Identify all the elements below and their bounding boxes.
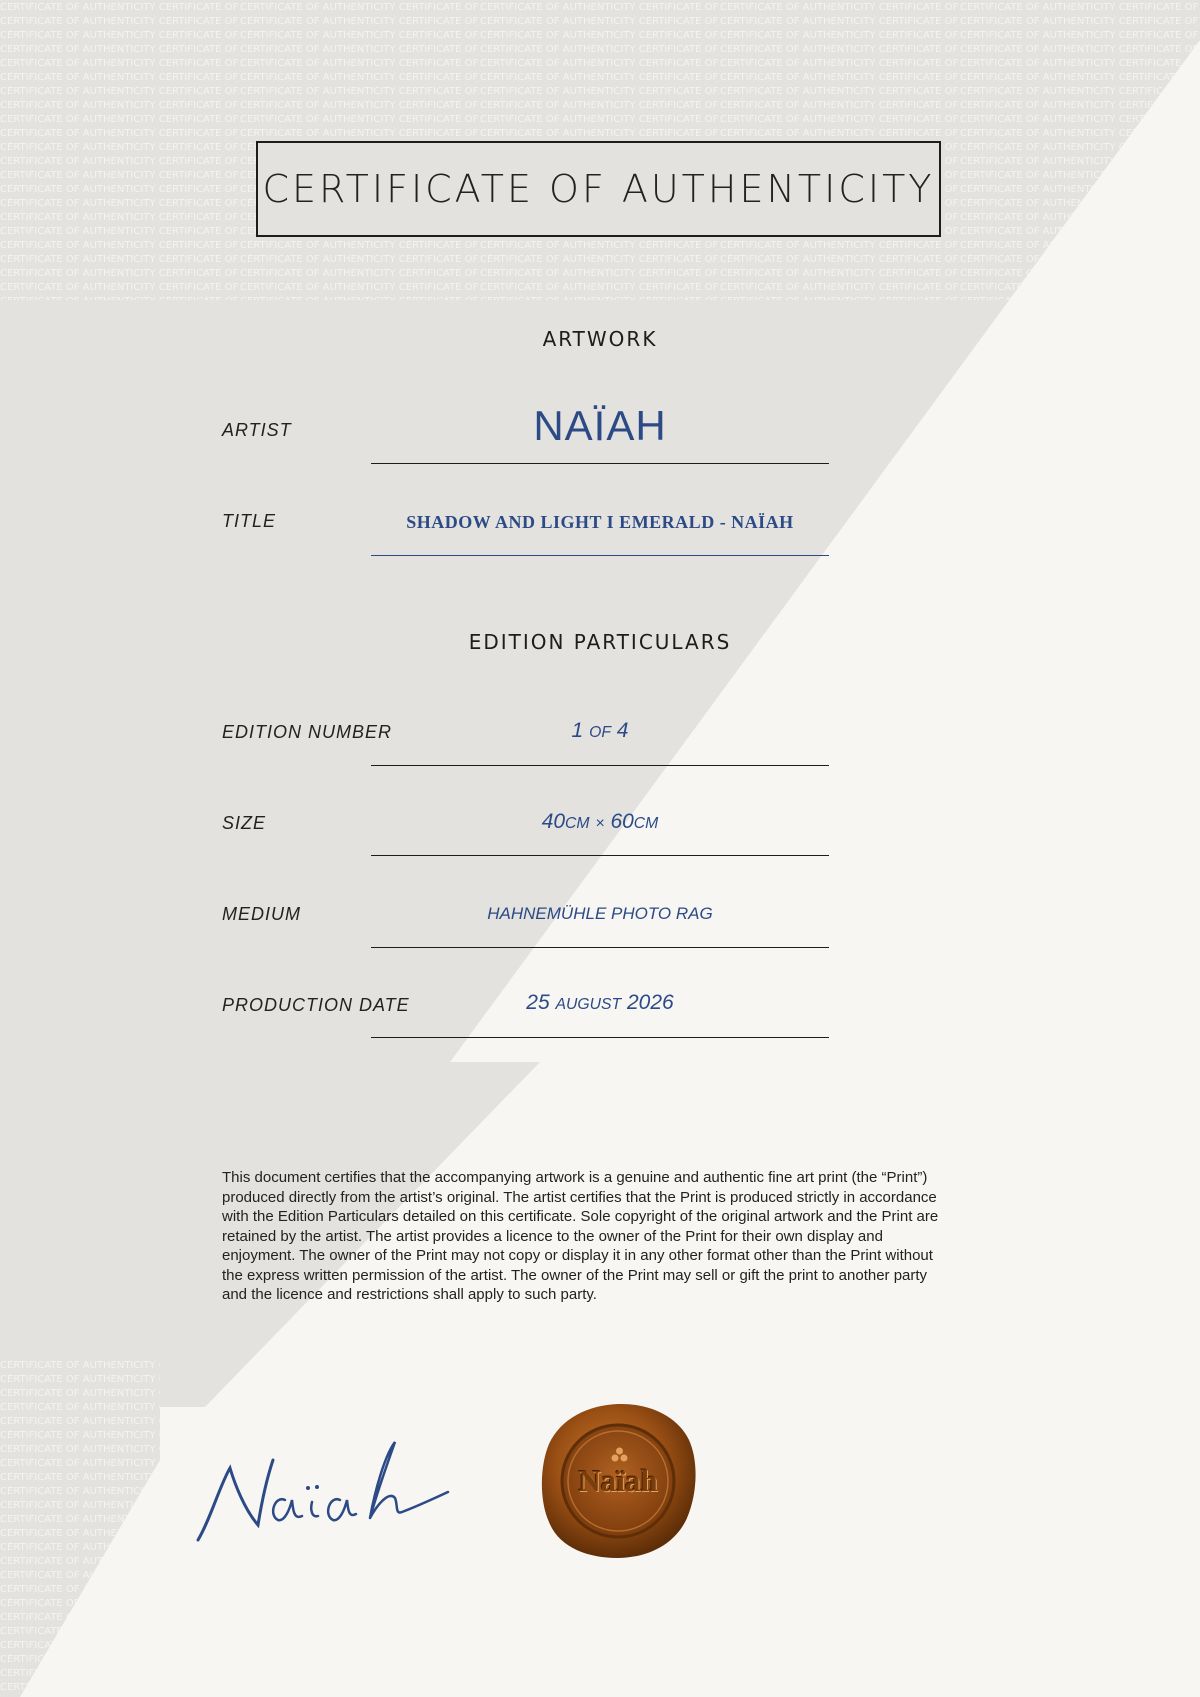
size-underline [371, 855, 829, 856]
size-a: 40 [541, 810, 566, 833]
wax-seal [537, 1400, 699, 1562]
size-unit-a: CM [565, 815, 590, 832]
date-day: 25 [526, 991, 550, 1014]
certification-statement: This document certifies that the accompanying artwork is a genuine and authentic fine art print (the “Print”) produced directly from the artist’s original. The artist certifies that the Print is produced strictly in accordance with the Edition Particulars detailed on this certificate. Sole copyright of the original artwork and the Print are retained by the artist. The artist provides a licence to the owner of the Print for their own display and enjoyment. The owner of the Print may not copy or display it in any other format other than the Print without the express written permission of the artist. The owner of the Print may sell or gift the print to another party and the licence and restrictions shall apply to such party. [222, 1169, 939, 1303]
edition-number-label: EDITION NUMBER [222, 722, 393, 742]
production-date-label: PRODUCTION DATE [222, 995, 410, 1015]
medium-underline [371, 947, 829, 948]
edition-number-underline [371, 765, 829, 766]
artist-label: ARTIST [222, 420, 292, 440]
medium-value: HAHNEMÜHLE PHOTO RAG [487, 904, 713, 923]
certificate-title-box [256, 141, 941, 237]
size-label: SIZE [222, 813, 267, 833]
artwork-heading: ARTWORK [542, 327, 658, 351]
title-underline [371, 555, 829, 556]
artist-underline [371, 463, 829, 464]
medium-label: MEDIUM [222, 904, 301, 924]
date-month: AUGUST [555, 996, 622, 1013]
production-date-value [371, 991, 829, 1015]
edition-number-b: 4 [616, 719, 629, 742]
edition-number-a: 1 [571, 719, 584, 742]
title-label: TITLE [222, 511, 277, 531]
artist-signature [190, 1430, 450, 1570]
edition-number-value [371, 719, 829, 743]
seal-text: Naïah [578, 1463, 658, 1498]
edition-number-of: OF [589, 724, 611, 741]
size-b: 60 [610, 810, 634, 833]
edition-heading: EDITION PARTICULARS [468, 630, 732, 654]
size-unit-b: CM [633, 815, 659, 832]
size-times: × [595, 815, 605, 832]
production-date-underline [371, 1037, 829, 1038]
size-value [371, 810, 829, 834]
title-value: SHADOW AND LIGHT I EMERALD - NAÏAH [406, 512, 794, 532]
artist-value: NAÏAH [533, 402, 667, 449]
date-year: 2026 [626, 991, 674, 1014]
certificate-title: CERTIFICATE OF AUTHENTICITY [262, 167, 935, 211]
